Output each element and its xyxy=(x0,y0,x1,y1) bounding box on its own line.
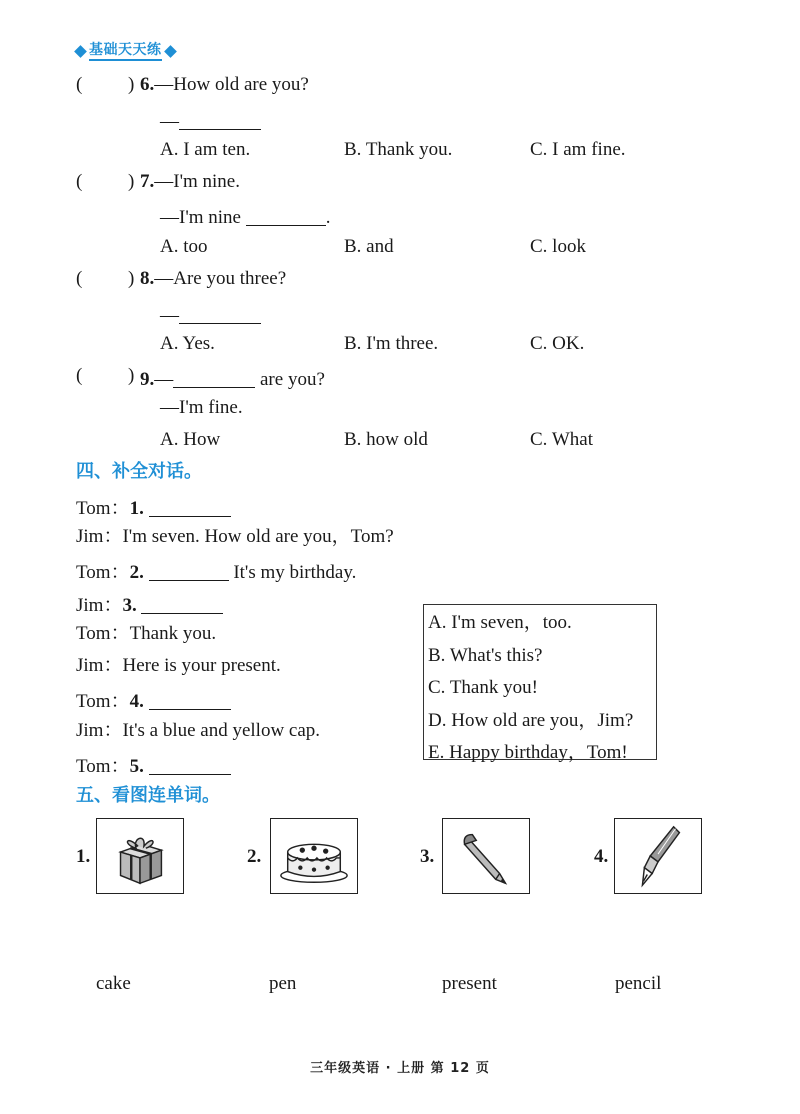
answer-blank[interactable] xyxy=(149,689,231,710)
option-a[interactable]: A. I am ten. xyxy=(160,139,251,160)
dialogue-option-b[interactable]: B. What's this? xyxy=(428,644,543,666)
separator: ： xyxy=(110,623,130,644)
dialogue-line xyxy=(76,525,394,549)
pencil-icon xyxy=(443,819,529,893)
badge-title: 基础天天练 xyxy=(89,42,162,61)
speaker: Jim xyxy=(76,655,104,676)
blank-number: 4. xyxy=(129,691,144,712)
question-text: —I'm nine. xyxy=(154,171,240,192)
dash: — xyxy=(154,369,174,390)
dialogue-option-a[interactable]: A. I'm seven，too. xyxy=(428,612,572,633)
option-a[interactable]: A. too xyxy=(160,236,208,257)
answer-line xyxy=(160,300,261,328)
separator: ： xyxy=(103,595,123,616)
dialogue-line xyxy=(76,686,231,714)
option-c[interactable]: C. What xyxy=(530,429,593,450)
picture-box-4[interactable] xyxy=(614,818,702,894)
answer-line xyxy=(160,202,331,230)
answer-line xyxy=(160,396,243,420)
option-a[interactable]: A. How xyxy=(160,429,221,450)
answer-blank[interactable] xyxy=(149,496,231,517)
separator: ： xyxy=(110,691,130,712)
dialogue-line xyxy=(76,654,281,678)
speaker: Tom xyxy=(76,498,111,519)
speaker: Jim xyxy=(76,526,104,547)
speaker: Tom xyxy=(76,691,111,712)
speaker: Tom xyxy=(76,756,111,777)
dialogue-line xyxy=(76,622,216,646)
question-line xyxy=(140,364,325,392)
answer-line xyxy=(160,106,261,134)
dash: — xyxy=(160,111,179,132)
answer-blank[interactable] xyxy=(246,205,326,226)
word-option[interactable]: cake xyxy=(96,973,131,994)
blank-number: 2. xyxy=(129,562,144,583)
question-text: are you? xyxy=(255,369,325,390)
option-c[interactable]: C. look xyxy=(530,236,586,257)
dialogue-line xyxy=(76,493,231,521)
question-number: 9. xyxy=(140,369,155,390)
separator: ： xyxy=(110,498,130,519)
dialogue-line xyxy=(76,590,223,618)
question-line xyxy=(140,73,309,97)
answer-blank[interactable] xyxy=(173,367,255,388)
fountain-pen-icon xyxy=(615,819,701,893)
answer-paren-close: ) xyxy=(128,74,135,95)
speaker: Tom xyxy=(76,562,111,583)
answer-blank[interactable] xyxy=(179,303,261,324)
picture-box-3[interactable] xyxy=(442,818,530,894)
blank-number: 1. xyxy=(129,498,144,519)
dialogue-line xyxy=(76,719,320,743)
word-option[interactable]: pen xyxy=(269,973,297,994)
line-text: I'm seven. How old are you，Tom? xyxy=(122,526,394,547)
option-c[interactable]: C. I am fine. xyxy=(530,139,626,160)
dialogue-option-d[interactable]: D. How old are you，Jim? xyxy=(428,709,634,731)
gift-box-icon xyxy=(97,819,183,893)
page-footer: 三年级英语 · 上册 第 12 页 xyxy=(310,1061,490,1076)
dialogue-option-c[interactable]: C. Thank you! xyxy=(428,677,538,698)
line-text: It's my birthday. xyxy=(228,562,357,583)
answer-paren-open: ( xyxy=(76,74,83,95)
question-line xyxy=(140,267,286,291)
answer-prefix: —I'm nine xyxy=(160,207,246,228)
picture-number: 3. xyxy=(420,846,435,867)
answer-paren-close: ) xyxy=(128,268,135,289)
separator: ： xyxy=(110,562,130,583)
section-5-heading: 五、看图连单词。 xyxy=(76,785,220,806)
option-b[interactable]: B. how old xyxy=(344,429,428,450)
dialogue-options-box xyxy=(423,604,657,763)
answer-paren-open: ( xyxy=(76,365,83,386)
speaker: Tom xyxy=(76,623,111,644)
answer-paren-open: ( xyxy=(76,171,83,192)
separator: ： xyxy=(110,756,130,777)
picture-number: 2. xyxy=(247,846,262,867)
option-c[interactable]: C. OK. xyxy=(530,333,585,354)
picture-box-1[interactable] xyxy=(96,818,184,894)
answer-blank[interactable] xyxy=(141,593,223,614)
answer-blank[interactable] xyxy=(149,754,231,775)
separator: ： xyxy=(103,526,123,547)
answer-blank[interactable] xyxy=(149,560,229,581)
question-text: —How old are you? xyxy=(154,74,309,95)
option-b[interactable]: B. and xyxy=(344,236,394,257)
answer-paren-close: ) xyxy=(128,365,135,386)
line-text: It's a blue and yellow cap. xyxy=(122,720,321,741)
question-number: 7. xyxy=(140,171,155,192)
separator: ： xyxy=(103,720,123,741)
section-badge xyxy=(76,40,175,62)
picture-number: 4. xyxy=(594,846,609,867)
speaker: Jim xyxy=(76,720,104,741)
separator: ： xyxy=(103,655,123,676)
section-4-heading: 四、补全对话。 xyxy=(76,461,202,482)
cake-icon xyxy=(271,819,357,893)
question-number: 8. xyxy=(140,268,155,289)
speaker: Jim xyxy=(76,595,104,616)
picture-number: 1. xyxy=(76,846,91,867)
option-b[interactable]: B. I'm three. xyxy=(344,333,439,354)
picture-box-2[interactable] xyxy=(270,818,358,894)
answer-paren-open: ( xyxy=(76,268,83,289)
option-a[interactable]: A. Yes. xyxy=(160,333,215,354)
diamond-left-icon xyxy=(74,45,87,58)
answer-paren-close: ) xyxy=(128,171,135,192)
diamond-right-icon xyxy=(164,45,177,58)
option-b[interactable]: B. Thank you. xyxy=(344,139,453,160)
dialogue-line xyxy=(76,751,231,779)
word-option[interactable]: pencil xyxy=(615,973,662,994)
line-text: Here is your present. xyxy=(122,655,281,676)
word-option[interactable]: present xyxy=(442,973,497,994)
blank-number: 5. xyxy=(129,756,144,777)
blank-number: 3. xyxy=(122,595,137,616)
question-line xyxy=(140,170,240,194)
answer-blank[interactable] xyxy=(179,109,261,130)
answer-suffix: . xyxy=(325,207,331,228)
reply-text: —I'm fine. xyxy=(160,397,243,418)
dialogue-line xyxy=(76,557,356,585)
question-number: 6. xyxy=(140,74,155,95)
question-text: —Are you three? xyxy=(154,268,287,289)
dialogue-option-e[interactable]: E. Happy birthday，Tom! xyxy=(428,742,628,763)
dash: — xyxy=(160,305,179,326)
line-text: Thank you. xyxy=(129,623,217,644)
